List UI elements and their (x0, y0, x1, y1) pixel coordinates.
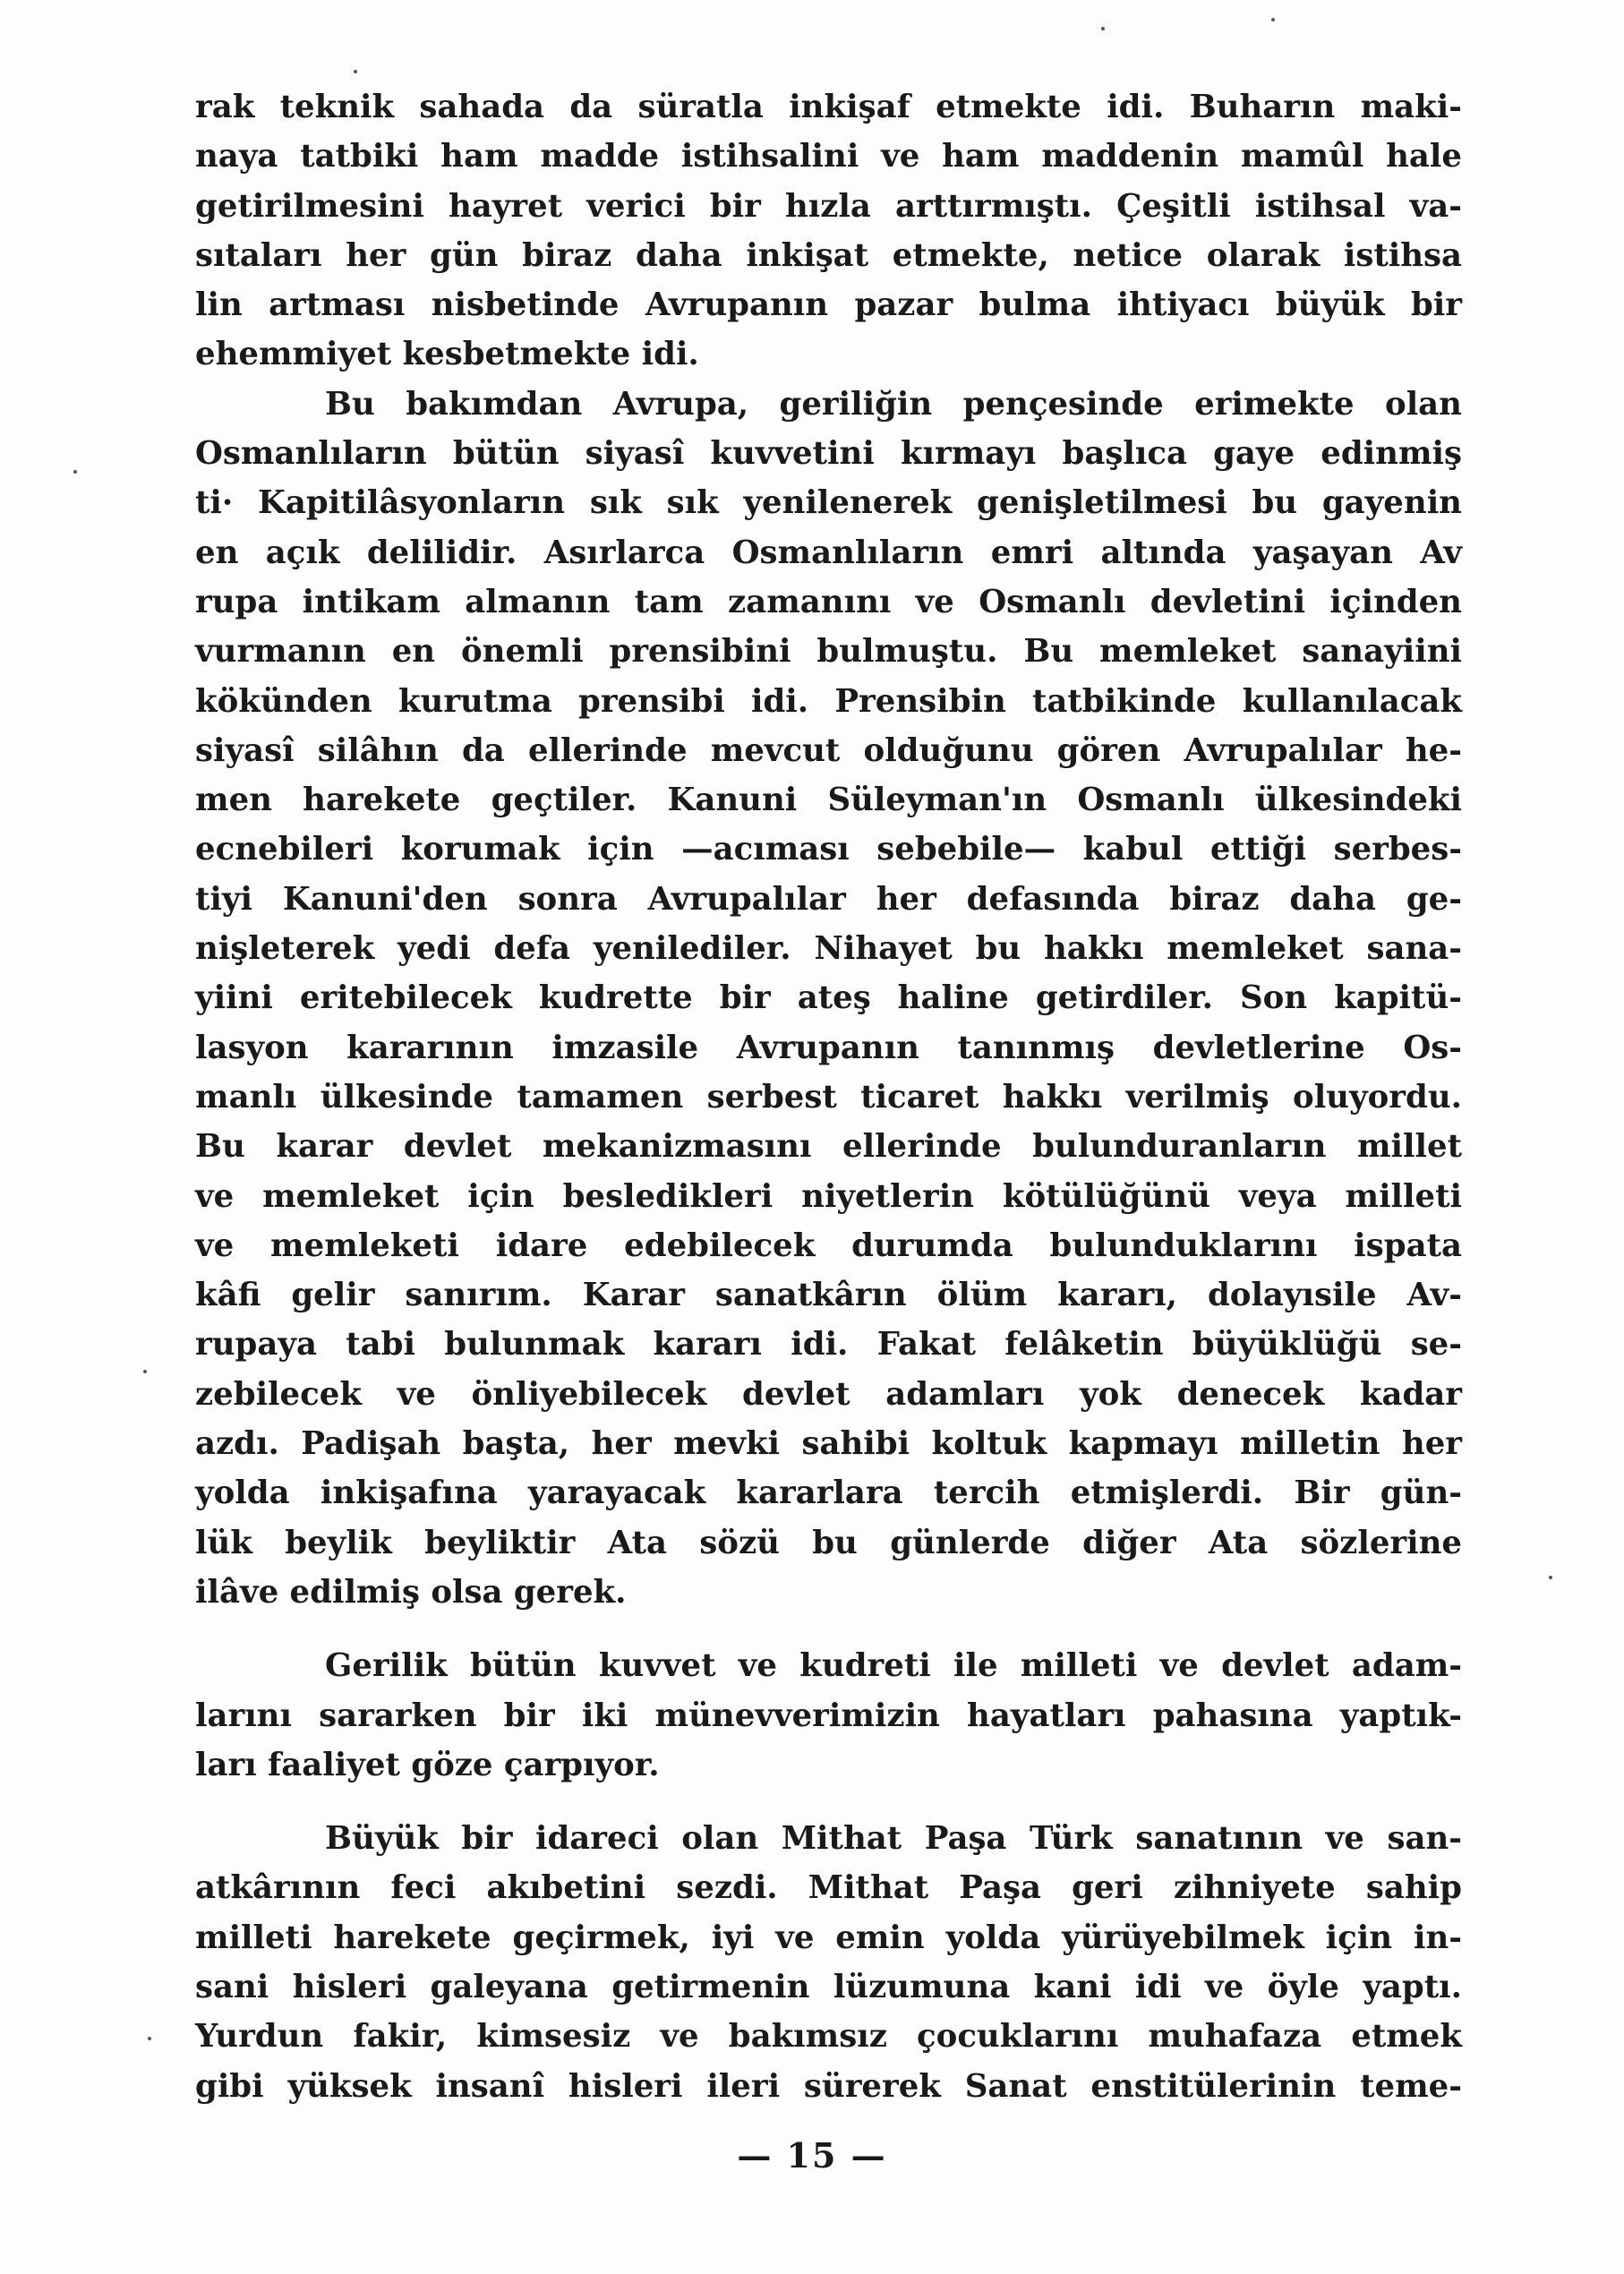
text-line: Gerilik bütün kuvvet ve kudreti ile milleti ve devlet adam- (325, 1647, 1462, 1685)
text-line: atkârının feci akıbetini sezdi. Mithat Paşa geri zihniyete sahip (195, 1869, 1462, 1907)
scan-speck (1549, 1576, 1552, 1579)
text-line: lin artması nisbetinde Avrupanın pazar bulma ihtiyacı büyük bir (195, 286, 1462, 324)
text-line: sani hisleri galeyana getirmenin lüzumuna kani idi ve öyle yaptı. (195, 1968, 1462, 2005)
text-line: gibi yüksek insanî hisleri ileri sürerek Sanat enstitülerinin teme- (195, 2067, 1462, 2105)
text-line: naya tatbiki ham madde istihsalini ve ham maddenin mamûl hale (195, 138, 1462, 175)
text-line: ve memleket için besledikleri niyetlerin kötülüğünü veya milleti (195, 1177, 1462, 1215)
text-line: en açık delilidir. Asırlarca Osmanlıların emri altında yaşayan Av (195, 534, 1462, 571)
text-line: tiyi Kanuni'den sonra Avrupalılar her defasında biraz daha ge- (195, 880, 1462, 918)
text-line: ehemmiyet kesbetmekte idi. (195, 336, 699, 373)
text-line: vurmanın en önemli prensibini bulmuştu. Bu memleket sanayiini (195, 633, 1462, 671)
text-line: nişleterek yedi defa yenilediler. Nihayet bu hakkı memleket sana- (195, 930, 1462, 968)
paragraph-gap (195, 1617, 1462, 1641)
text-line: lasyon kararının imzasile Avrupanın tanınmış devletlerine Os- (195, 1029, 1462, 1066)
paragraph-gap (195, 1790, 1462, 1814)
paragraph-3 (195, 1641, 1462, 1790)
text-line: sıtaları her gün biraz daha inkişat etmekte, netice olarak istihsa (195, 236, 1462, 274)
text-line: Yurdun fakir, kimsesiz ve bakımsız çocuklarını muhafaza etmek (195, 2018, 1462, 2056)
text-line: azdı. Padişah başta, her mevki sahibi koltuk kapmayı milletin her (195, 1425, 1462, 1463)
text-line: getirilmesini hayret verici bir hızla arttırmıştı. Çeşitli istihsal va- (195, 187, 1462, 225)
text-line: yolda inkişafına yarayacak kararlara tercih etmişlerdi. Bir gün- (195, 1475, 1462, 1512)
text-line: ları faaliyet göze çarpıyor. (195, 1746, 660, 1783)
text-line: ilâve edilmiş olsa gerek. (195, 1573, 627, 1611)
scan-speck (1101, 27, 1105, 30)
text-line: Bu karar devlet mekanizmasını ellerinde bulunduranların millet (195, 1128, 1462, 1166)
scan-speck (354, 70, 357, 73)
text-line: Bu bakımdan Avrupa, geriliğin pençesinde erimekte olan (325, 385, 1462, 423)
text-line: kökünden kurutma prensibi idi. Prensibin tatbikinde kullanılacak (195, 682, 1462, 720)
page-number: — 15 — (737, 2135, 887, 2176)
text-line: milleti harekete geçirmek, iyi ve emin yolda yürüyebilmek için in- (195, 1919, 1462, 1956)
text-line: yiini eritebilecek kudrette bir ateş haline getirdiler. Son kapitü- (195, 979, 1462, 1017)
text-line: siyasî silâhın da ellerinde mevcut olduğunu gören Avrupalılar he- (195, 731, 1462, 769)
text-line: larını sararken bir iki münevverimizin hayatları pahasına yaptık- (195, 1697, 1462, 1734)
text-line: Büyük bir idareci olan Mithat Paşa Türk sanatının ve san- (325, 1820, 1462, 1858)
text-line: rupa intikam almanın tam zamanını ve Osmanlı devletini içinden (195, 583, 1462, 620)
text-line: ecnebileri korumak için —acıması sebebile— kabul ettiği serbes- (195, 831, 1462, 868)
text-line: ve memleketi idare edebilecek durumda bulunduklarını ispata (195, 1227, 1462, 1264)
scan-speck (143, 1370, 147, 1373)
paragraph-2 (195, 380, 1462, 1617)
text-line: kâfi gelir sanırım. Karar sanatkârın ölüm kararı, dolayısile Av- (195, 1277, 1462, 1314)
scan-speck (148, 2037, 151, 2040)
body-text (195, 82, 1462, 2111)
scan-speck (1271, 18, 1275, 21)
scan-speck (73, 470, 77, 474)
paragraph-1 (195, 82, 1462, 380)
text-line: Osmanlıların bütün siyasî kuvvetini kırmayı başlıca gaye edinmiş (195, 435, 1462, 473)
text-line: ti· Kapitilâsyonların sık sık yenilenerek genişletilmesi bu gayenin (195, 484, 1462, 522)
text-line: men harekete geçtiler. Kanuni Süleyman'ın Osmanlı ülkesindeki (195, 782, 1462, 819)
text-line: manlı ülkesinde tamamen serbest ticaret hakkı verilmiş oluyordu. (195, 1078, 1462, 1116)
text-line: lük beylik beyliktir Ata sözü bu günlerde diğer Ata sözlerine (195, 1524, 1462, 1561)
text-line: zebilecek ve önliyebilecek devlet adamları yok denecek kadar (195, 1375, 1462, 1413)
text-line: rupaya tabi bulunmak kararı idi. Fakat felâketin büyüklüğü se- (195, 1326, 1462, 1364)
text-line: rak teknik sahada da süratla inkişaf etmekte idi. Buharın maki- (195, 89, 1462, 125)
paragraph-4 (195, 1814, 1462, 2111)
